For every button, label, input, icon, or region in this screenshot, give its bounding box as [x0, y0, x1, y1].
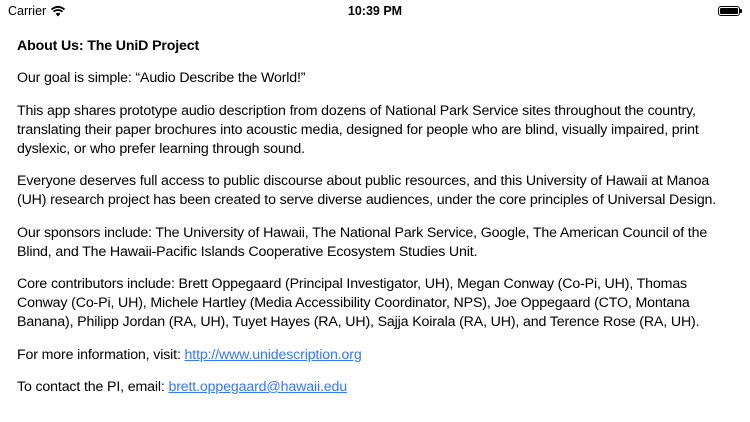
info-paragraph	[17, 346, 735, 365]
page-title: About Us: The UniD Project	[17, 38, 200, 54]
info-label: For more information, visit:	[17, 346, 185, 363]
battery-icon	[718, 6, 740, 16]
goal-paragraph: Our goal is simple: “Audio Describe the World!”	[17, 70, 306, 86]
contact-paragraph	[17, 378, 735, 397]
access-paragraph: Everyone deserves full access to public discourse about public resources, and this University of Hawaii at Manoa (UH) research project has been created to serve diverse audiences, under the core principles of Universal Design.	[17, 173, 717, 208]
status-bar	[0, 0, 750, 22]
contributors-paragraph: Core contributors include: Brett Oppegaard (Principal Investigator, UH), Megan Conway (Co-Pi, UH), Thomas Conway (Co-Pi, UH), Michele Hartley (Media Accessibility Coordinator, NPS), Joe Oppegaard (CTO, Montana Banana), Philipp Jordan (RA, UH), Tuyet Hayes (RA, UH), Sajja Koirala (RA, UH), and Terence Rose (RA, UH).	[17, 276, 700, 330]
carrier-label: Carrier	[8, 4, 47, 18]
clock: 10:39 PM	[347, 4, 403, 18]
website-link[interactable]: http://www.unidescription.org	[184, 346, 362, 363]
contact-label: To contact the PI, email:	[17, 379, 169, 395]
about-content	[17, 37, 735, 411]
sponsors-paragraph: Our sponsors include: The University of Hawaii, The National Park Service, Google, The American Council of the Blind, and The Hawaii-Pacific Islands Cooperative Ecosystem Studies Unit.	[17, 224, 708, 260]
app-description-paragraph: This app shares prototype audio description from dozens of National Park Service sites throughout the country, translating their paper brochures into acoustic media, designed for people who are blind, visually impaired, print dyslexic, or who prefer learning through sound.	[17, 102, 699, 157]
email-link[interactable]: brett.oppegaard@hawaii.edu	[168, 379, 347, 395]
